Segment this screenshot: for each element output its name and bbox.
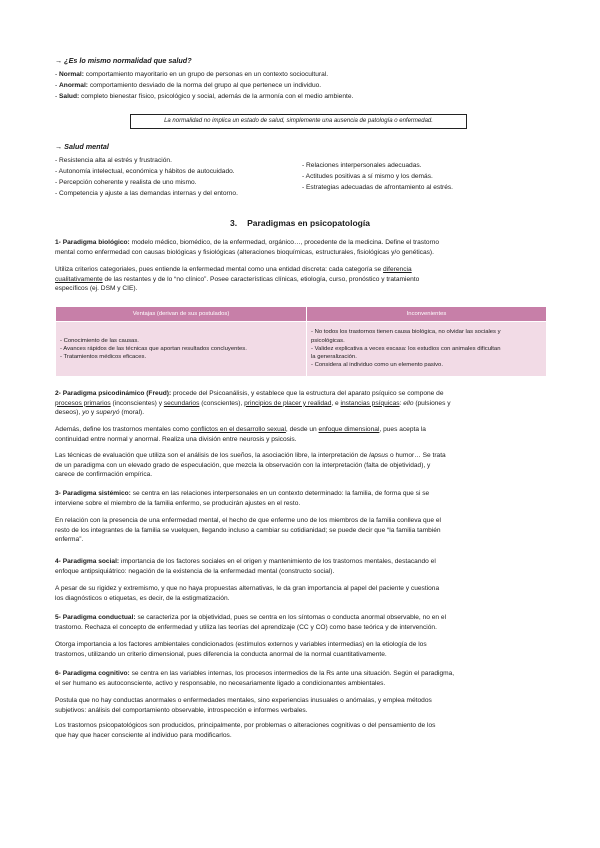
table-list-item: - No todos los trastornos tienen causa biológica, no olvidar las sociales y <box>311 329 501 336</box>
underlined-term: principios de placer y realidad <box>244 399 332 407</box>
definition-salud-text: completo bienestar físico, psicológico y social, además de la armonía con el medio ambiente. <box>79 93 354 100</box>
underlined-term: secundarios <box>163 399 200 407</box>
paradigma-cognitivo-paragraph-3 <box>55 721 547 740</box>
normalidad-title: → ¿Es lo mismo normalidad que salud? <box>55 56 192 65</box>
text-line: Postula que no hay conductas anormales o enfermedades mentales, sino experiencias inusuales o anómalas, y emplea métodos <box>55 697 432 704</box>
text-line: se centra en las relaciones interpersonales en un contexto determinado: la familia, de forma que si se <box>130 490 430 497</box>
table-header-ventajas: Ventajas (derivan de sus postulados) <box>56 307 307 322</box>
salud-mental-left-item: - Percepción coherente y realista de uno mismo. <box>55 179 197 186</box>
salud-mental-left-item: - Autonomía intelectual, económica y hábitos de autocuidado. <box>55 168 235 175</box>
salud-mental-right-text: Actitudes positivas a sí mismo y los demás. <box>305 173 433 180</box>
text-line: carece de confirmación empírica. <box>55 471 153 479</box>
text-line: (inconscientes) y <box>110 399 164 407</box>
text-line: : <box>399 399 404 407</box>
paradigma-sistemico-paragraph <box>55 489 547 508</box>
ventajas-inconvenientes-table <box>55 306 547 377</box>
text-line: enferma”. <box>55 536 84 544</box>
italic-term: yo <box>82 409 90 417</box>
underlined-term: enfoque dimensional <box>318 426 380 433</box>
paradigma-sistemico-paragraph-2 <box>55 516 547 545</box>
text-line: Además, define los trastornos mentales como <box>55 426 191 433</box>
table-list-item: - Considera al individuo como un elemento pasivo. <box>311 362 443 369</box>
text-line: importancia de los factores sociales en el origen y mantenimiento de los trastornos mentales, destacando el <box>119 558 436 565</box>
text-line: (conscientes), <box>199 399 245 407</box>
term-anormal: Anormal: <box>59 82 88 89</box>
table-cell-ventajas <box>56 322 307 377</box>
paradigma-cognitivo-paragraph <box>55 669 547 688</box>
table-list-item: - Tratamientos médicos eficaces. <box>60 354 147 361</box>
salud-mental-left-text: Autonomía intelectual, económica y hábitos de autocuidado. <box>58 168 235 175</box>
salud-mental-left-text: Resistencia alta al estrés y frustración. <box>59 157 172 164</box>
paradigma-cognitivo-lead: 6- Paradigma cognitivo: <box>55 670 130 677</box>
salud-mental-right-item: - Estrategias adecuadas de afrontamiento al estrés. <box>302 184 454 191</box>
text-line: de las restantes y de lo “no clínico”. Posee características clínicas, etiología, curso, pronóstico y tratamiento <box>102 275 420 283</box>
table-list-item: - Conocimiento de las causas. <box>60 337 139 344</box>
table-list-item: psicológicas. <box>311 337 345 344</box>
text-line: se caracteriza por la objetividad, pues se centra en los síntomas o conducta anormal observable, no en el <box>135 614 447 621</box>
text-line: modelo médico, biomédico, de la enfermedad, orgánico…, procedente de la medicina. Define el trastorno <box>129 239 440 246</box>
paradigma-biologico-paragraph <box>55 238 547 257</box>
text-line: subjetivos: análisis del comportamiento observable, introspección e informes verbales. <box>55 706 308 714</box>
paradigma-biologico-paragraph-2 <box>55 265 547 294</box>
paradigma-sistemico-lead: 3- Paradigma sistémico: <box>55 490 131 497</box>
table-list-item: - Avances rápidos de las técnicas que aportan resultados concluyentes. <box>60 345 247 352</box>
underlined-term: conflictos en el desarrollo sexual <box>190 426 286 433</box>
text-line: Utiliza criterios categoriales, pues entiende la enfermedad mental como una entidad discreta: cada categoría se <box>55 266 384 273</box>
text-line: el ser humano es autoconsciente, activo y responsable, no necesariamente ligado a condicionantes ambientales. <box>55 679 386 687</box>
salud-mental-right-item: - Actitudes positivas a sí mismo y los demás. <box>302 173 433 180</box>
underlined-term: instancias psíquicas <box>340 399 400 407</box>
paradigma-psicodinamico-paragraph <box>55 389 547 418</box>
term-normal: Normal: <box>59 71 84 78</box>
paradigma-conductual-paragraph <box>55 613 547 632</box>
paradigma-conductual-lead: 5- Paradigma conductual: <box>55 614 136 621</box>
text-line: o humor… Se trata <box>388 452 446 459</box>
definition-normal-text: comportamiento mayoritario en un grupo de personas en un contexto sociocultural. <box>83 71 329 78</box>
salud-mental-left-text: Competencia y ajuste a las demandas internas y del entorno. <box>59 190 238 197</box>
text-line: específicos (ej. DSM y CIE). <box>55 285 138 293</box>
definition-anormal-text: comportamiento desviado de la norma del grupo al que pertenece un individuo. <box>87 82 322 89</box>
salud-mental-title: → Salud mental <box>55 142 109 151</box>
text-line: se centra en las variables internas, los procesos intermedios de la Rs ante una situación. Según el paradigma, <box>129 670 455 677</box>
text-line: los diagnósticos o etiquetas, es decir, de la estigmatización. <box>55 594 230 602</box>
text-line: En relación con la presencia de una enfermedad mental, el hecho de que enferme uno de los miembros de la familia conlleva que el <box>55 517 441 524</box>
table-list-item: - Validez explicativa a veces escasa: los estudios con animales dificultan <box>311 345 501 352</box>
text-line: trastorno. Rechaza el concepto de enfermedad y utiliza las teorías del aprendizaje (CC y CO) como base teórica y de intervención. <box>55 623 437 631</box>
text-line: mental como enfermedad con causas biológicas y fisiológicas (alteraciones bioquímicas, estructurales, fisiológicas y/o genéticas). <box>55 248 434 256</box>
text-line: que hay que hacer consciente al individuo para modificarlos. <box>55 731 232 739</box>
paradigma-social-lead: 4- Paradigma social: <box>55 558 120 565</box>
section-heading <box>0 218 600 228</box>
underlined-term: diferencia <box>383 266 412 273</box>
section-number: 3. <box>230 218 238 228</box>
paradigma-psicodinamico-lead: 2- Paradigma psicodinámico (Freud): <box>55 390 172 397</box>
underlined-term: procesos primarios <box>55 399 111 407</box>
text-line: trastornos, utilizando un criterio dimensional, pues diferencia la conducta anormal de la normal cuantitativamente. <box>55 650 387 658</box>
salud-mental-left-item: - Competencia y ajuste a las demandas internas y del entorno. <box>55 190 238 197</box>
text-line: (pulsiones y <box>413 399 451 407</box>
italic-term: superyó <box>96 409 120 417</box>
definition-anormal: - Anormal: comportamiento desviado de la norma del grupo al que pertenece un individuo. <box>55 82 322 89</box>
definition-salud: - Salud: completo bienestar físico, psicológico y social, además de la armonía con el medio ambiente. <box>55 93 354 100</box>
text-line: procede del Psicoanálisis, y establece que la estructura del aparato psíquico se compone de <box>171 390 444 397</box>
text-line: resto de los integrantes de la familia se vuelquen, llegando incluso a cambiar su cotidianidad; se puede decir que “la familia también <box>55 526 441 534</box>
salud-mental-left-text: Percepción coherente y realista de uno mismo. <box>59 179 197 186</box>
paradigma-biologico-lead: 1- Paradigma biológico: <box>55 239 130 246</box>
salud-mental-right-text: Relaciones interpersonales adecuadas. <box>306 162 422 169</box>
text-line: enfoque antipsiquiátrico: negación de la existencia de la enfermedad mental (constructo social). <box>55 567 335 575</box>
italic-term: ello <box>403 399 414 407</box>
text-line: interviene sobre el miembro de la familia enfermo, se producirán ajustes en el resto. <box>55 499 301 507</box>
salud-mental-right-item: - Relaciones interpersonales adecuadas. <box>302 162 422 169</box>
underlined-term: cualitativamente <box>55 275 103 283</box>
text-line: y <box>89 409 97 417</box>
text-line: Los trastornos psicopatológicos son producidos, principalmente, por problemas o alteraciones cognitivas o del pensamiento de los <box>55 722 436 729</box>
paradigma-psicodinamico-paragraph-2 <box>55 425 547 444</box>
text-line: Las técnicas de evaluación que utiliza son el análisis de los sueños, la asociación libre, la interpretación de <box>55 452 370 459</box>
text-line: (moral). <box>119 409 145 417</box>
table-cell-inconvenientes <box>307 322 547 377</box>
paradigma-social-paragraph-2 <box>55 584 547 603</box>
text-line: continuidad entre normal y anormal. Realiza una división entre neurosis y psicosis. <box>55 435 297 443</box>
definition-normal: - Normal: comportamiento mayoritario en un grupo de personas en un contexto sociocultural. <box>55 71 329 78</box>
text-line: A pesar de su rigidez y extremismo, y que no haya propuestas alternativas, le da gran importancia al papel del paciente y cuestiona <box>55 585 440 592</box>
table-header-inconvenientes: Inconvenientes <box>307 307 547 322</box>
paradigma-conductual-paragraph-2 <box>55 640 547 659</box>
text-line: , desde un <box>285 426 319 433</box>
text-line: deseos), <box>55 409 83 417</box>
normalidad-quote-box: La normalidad no implica un estado de salud, simplemente una ausencia de patología o enfermedad. <box>130 114 467 129</box>
paradigma-social-paragraph <box>55 557 547 576</box>
italic-term: lapsus <box>369 452 389 459</box>
text-line: , e <box>331 399 341 407</box>
salud-mental-left-item: - Resistencia alta al estrés y frustración. <box>55 157 172 164</box>
text-line: Otorga importancia a los factores ambientales condicionados (estímulos externos y variables intermedias) en la etiología de los <box>55 641 427 648</box>
text-line: , pues acepta la <box>379 426 426 433</box>
salud-mental-right-text: Estrategias adecuadas de afrontamiento al estrés. <box>306 184 454 191</box>
term-salud: Salud: <box>59 93 80 100</box>
paradigma-cognitivo-paragraph-2 <box>55 696 547 715</box>
table-list-item: la generalización. <box>311 354 357 361</box>
section-title-text: Paradigmas en psicopatología <box>247 218 370 228</box>
text-line: de un paradigma con un elevado grado de especulación, que mezcla la observación con la interpretación (falta de objetividad), y <box>55 461 431 469</box>
paradigma-psicodinamico-paragraph-3 <box>55 451 547 480</box>
